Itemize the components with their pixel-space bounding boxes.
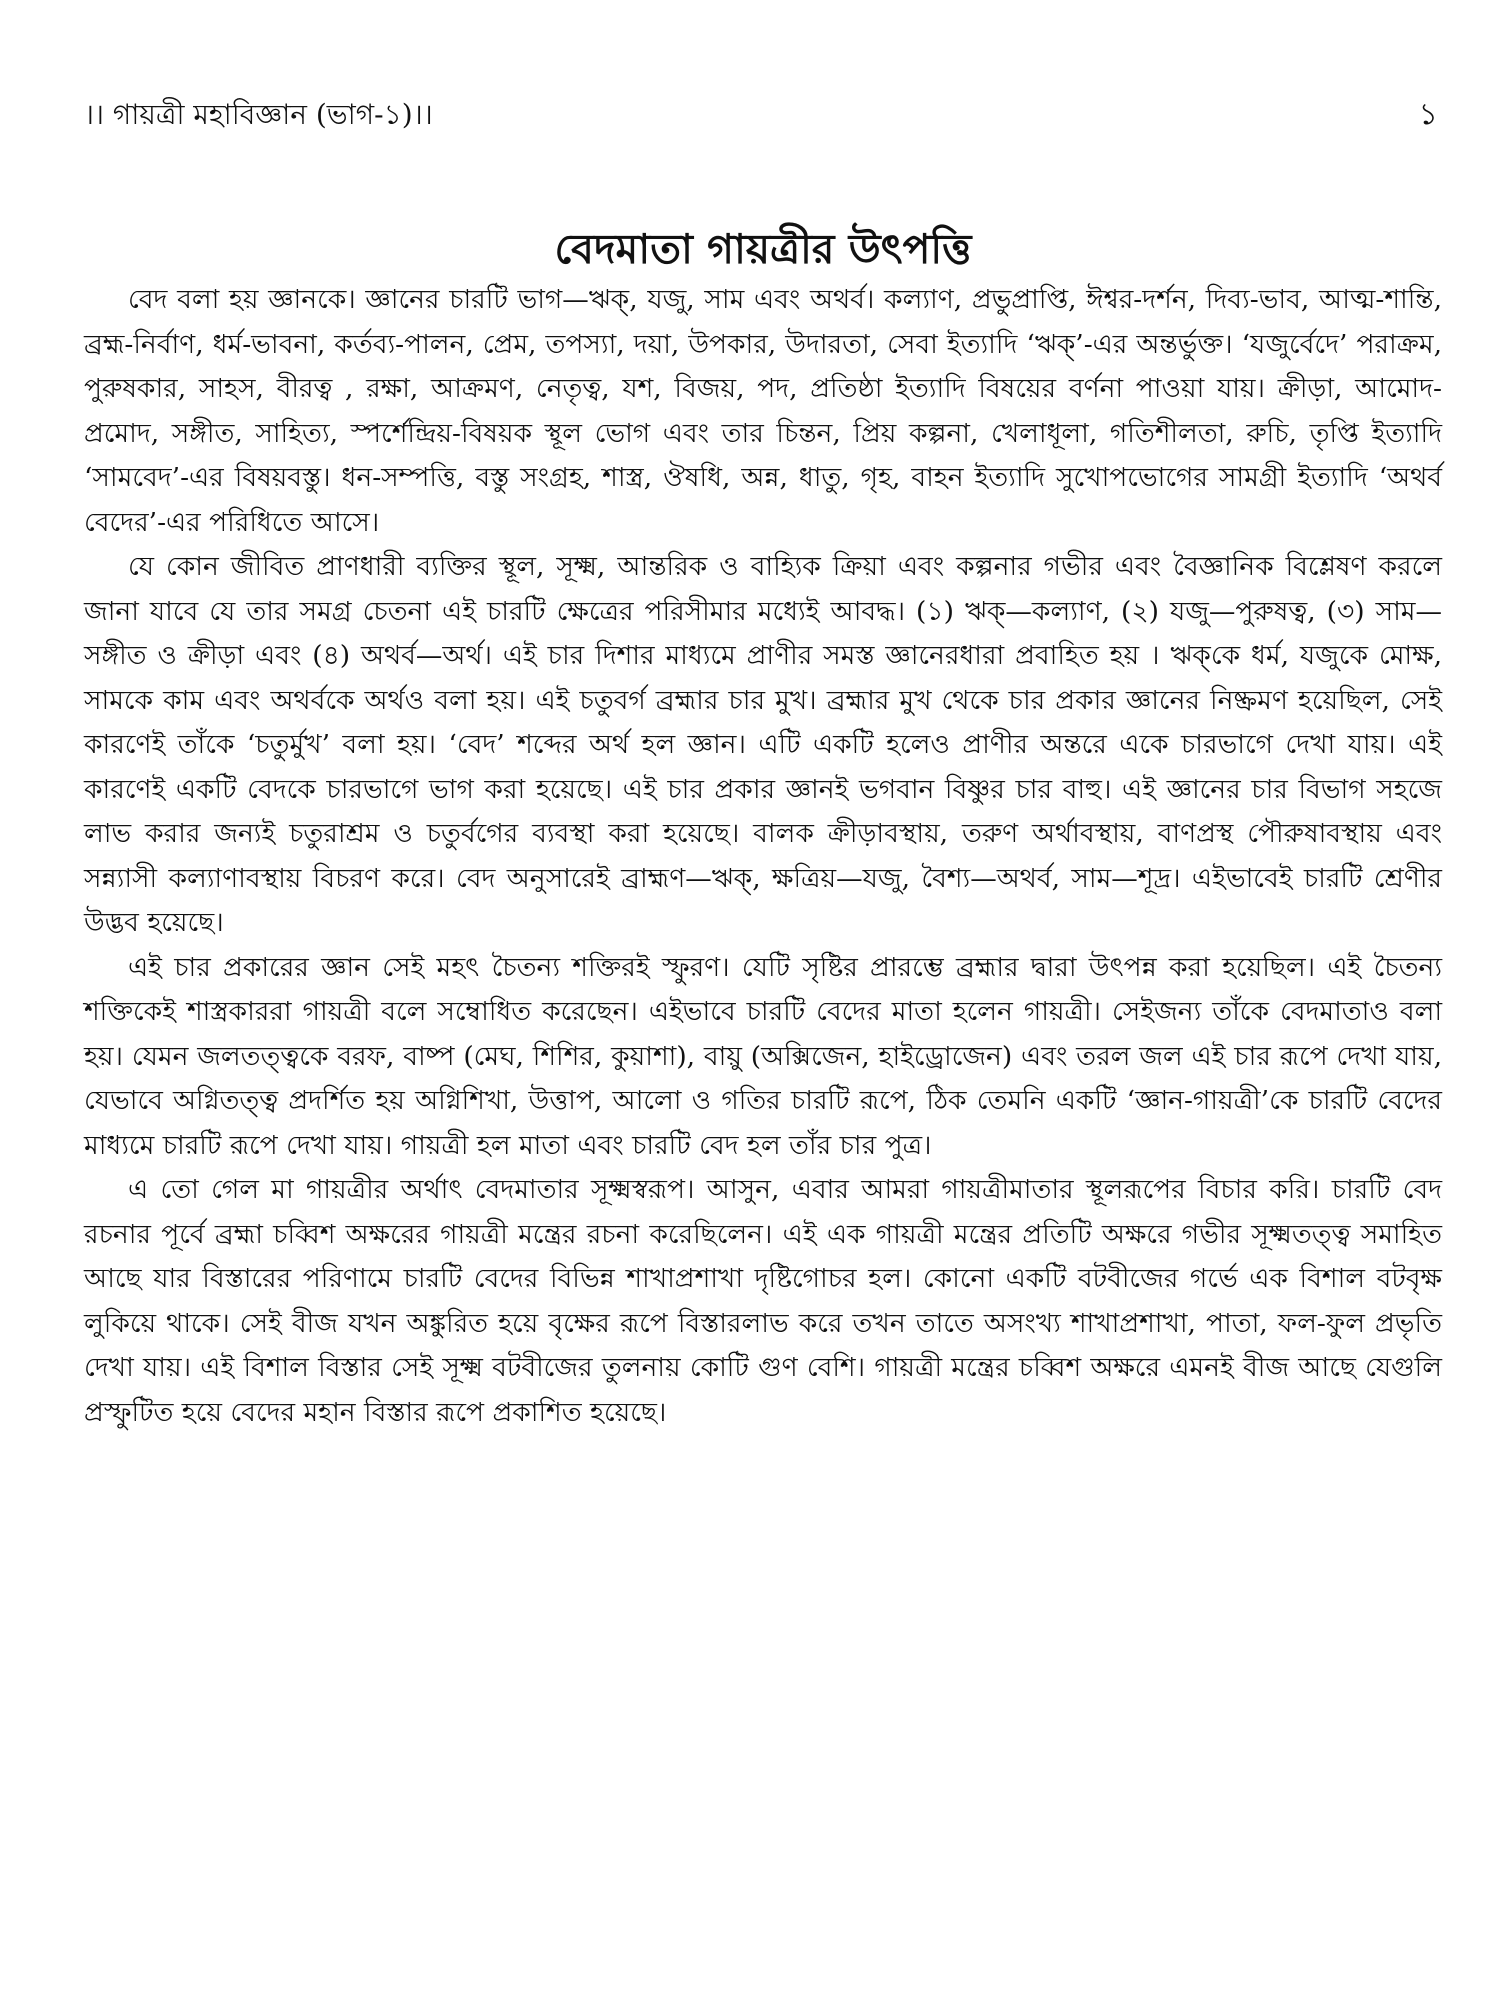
body-text (84, 278, 1442, 1435)
page-number: ১ (1418, 97, 1438, 132)
paragraph: এ তো গেল মা গায়ত্রীর অর্থাৎ বেদমাতার সূক্ষ্মস্বরূপ। আসুন, এবার আমরা গায়ত্রীমাতার স্থূলরূপের বিচার করি। চারটি বেদ রচনার পূর্বে ব্রহ্মা চব্বিশ অক্ষরের গায়ত্রী মন্ত্রের রচনা করেছিলেন। এই এক গায়ত্রী মন্ত্রের প্রতিটি অক্ষরে গভীর সূক্ষ্মতত্ত্ব সমাহিত আছে যার বিস্তারের পরিণামে চারটি বেদের বিভিন্ন শাখাপ্রশাখা দৃষ্টিগোচর হল। কোনো একটি বটবীজের গর্ভে এক বিশাল বটবৃক্ষ লুকিয়ে থাকে। সেই বীজ যখন অঙ্কুরিত হয়ে বৃক্ষের রূপে বিস্তারলাভ করে তখন তাতে অসংখ্য শাখাপ্রশাখা, পাতা, ফল-ফুল প্রভৃতি দেখা যায়। এই বিশাল বিস্তার সেই সূক্ষ্ম বটবীজের তুলনায় কোটি গুণ বেশি। গায়ত্রী মন্ত্রের চব্বিশ অক্ষরে এমনই বীজ আছে যেগুলি প্রস্ফুটিত হয়ে বেদের মহান বিস্তার রূপে প্রকাশিত হয়েছে। (84, 1174, 1442, 1428)
paragraph: যে কোন জীবিত প্রাণধারী ব্যক্তির স্থূল, সূক্ষ্ম, আন্তরিক ও বাহ্যিক ক্রিয়া এবং কল্পনার গভীর এবং বৈজ্ঞানিক বিশ্লেষণ করলে জানা যাবে যে তার সমগ্র চেতনা এই চারটি ক্ষেত্রের পরিসীমার মধ্যেই আবদ্ধ। (১) ঋক্—কল্যাণ, (২) যজু—পুরুষত্ব, (৩) সাম—সঙ্গীত ও ক্রীড়া এবং (৪) অথর্ব—অর্থ। এই চার দিশার মাধ্যমে প্রাণীর সমস্ত জ্ঞানেরধারা প্রবাহিত হয় । ঋক্‌কে ধর্ম, যজুকে মোক্ষ, সামকে কাম এবং অথর্বকে অর্থও বলা হয়। এই চতুবর্গ ব্রহ্মার চার মুখ। ব্রহ্মার মুখ থেকে চার প্রকার জ্ঞানের নিষ্ক্রমণ হয়েছিল, সেই কারণেই তাঁকে ‘চতুর্মুখ’ বলা হয়। ‘বেদ’ শব্দের অর্থ হল জ্ঞান। এটি একটি হলেও প্রাণীর অন্তরে একে চারভাগে দেখা যায়। এই কারণেই একটি বেদকে চারভাগে ভাগ করা হয়েছে। এই চার প্রকার জ্ঞানই ভগবান বিষ্ণুর চার বাহু। এই জ্ঞানের চার বিভাগ সহজে লাভ করার জন্যই চতুরাশ্রম ও চতুর্বগের ব্যবস্থা করা হয়েছে। বালক ক্রীড়াবস্থায়, তরুণ অর্থাবস্থায়, বাণপ্রস্থ পৌরুষাবস্থায় এবং সন্ন্যাসী কল্যাণাবস্থায় বিচরণ করে। বেদ অনুসারেই ব্রাহ্মণ—ঋক্, ক্ষত্রিয়—যজু, বৈশ্য—অথর্ব, সাম—শূদ্র। এইভাবেই চারটি শ্রেণীর উদ্ভব হয়েছে। (84, 551, 1442, 938)
chapter-title: বেদমাতা গায়ত্রীর উৎপত্তি (554, 225, 972, 273)
paragraph: বেদ বলা হয় জ্ঞানকে। জ্ঞানের চারটি ভাগ—ঋক্, যজু, সাম এবং অথর্ব। কল্যাণ, প্রভুপ্রাপ্তি, ঈশ্বর-দর্শন, দিব্য-ভাব, আত্ম-শান্তি, ব্রহ্ম-নির্বাণ, ধর্ম-ভাবনা, কর্তব্য-পালন, প্রেম, তপস্যা, দয়া, উপকার, উদারতা, সেবা ইত্যাদি ‘ঋক্’-এর অন্তর্ভুক্ত। ‘যজুর্বেদে’ পরাক্রম, পুরুষকার, সাহস, বীরত্ব , রক্ষা, আক্রমণ, নেতৃত্ব, যশ, বিজয়, পদ, প্রতিষ্ঠা ইত্যাদি বিষয়ের বর্ণনা পাওয়া যায়। ক্রীড়া, আমোদ-প্রমোদ, সঙ্গীত, সাহিত্য, স্পর্শেন্দ্রিয়-বিষয়ক স্থূল ভোগ এবং তার চিন্তন, প্রিয় কল্পনা, খেলাধূলা, গতিশীলতা, রুচি, তৃপ্তি ইত্যাদি ‘সামবেদ’-এর বিষয়বস্তু। ধন-সম্পত্তি, বস্তু সংগ্রহ, শাস্ত্র, ঔষধি, অন্ন, ধাতু, গৃহ, বাহন ইত্যাদি সুখোপভোগের সামগ্রী ইত্যাদি ‘অথর্ব বেদের’-এর পরিধিতে আসে। (84, 284, 1442, 538)
paragraph: এই চার প্রকারের জ্ঞান সেই মহৎ চৈতন্য শক্তিরই স্ফুরণ। যেটি সৃষ্টির প্রারম্ভে ব্রহ্মার দ্বারা উৎপন্ন করা হয়েছিল। এই চৈতন্য শক্তিকেই শাস্ত্রকাররা গায়ত্রী বলে সম্বোধিত করেছেন। এইভাবে চারটি বেদের মাতা হলেন গায়ত্রী। সেইজন্য তাঁকে বেদমাতাও বলা হয়। যেমন জলতত্ত্বকে বরফ, বাষ্প (মেঘ, শিশির, কুয়াশা), বায়ু (অক্সিজেন, হাইড্রোজেন) এবং তরল জল এই চার রূপে দেখা যায়, যেভাবে অগ্নিতত্ত্ব প্রদর্শিত হয় অগ্নিশিখা, উত্তাপ, আলো ও গতির চারটি রূপে, ঠিক তেমনি একটি ‘জ্ঞান-গায়ত্রী’কে চারটি বেদের মাধ্যমে চারটি রূপে দেখা যায়। গায়ত্রী হল মাতা এবং চারটি বেদ হল তাঁর চার পুত্র। (84, 951, 1442, 1161)
page-header (84, 98, 1442, 138)
running-title: ।। গায়ত্রী মহাবিজ্ঞান (ভাগ-১)।। (84, 98, 433, 131)
